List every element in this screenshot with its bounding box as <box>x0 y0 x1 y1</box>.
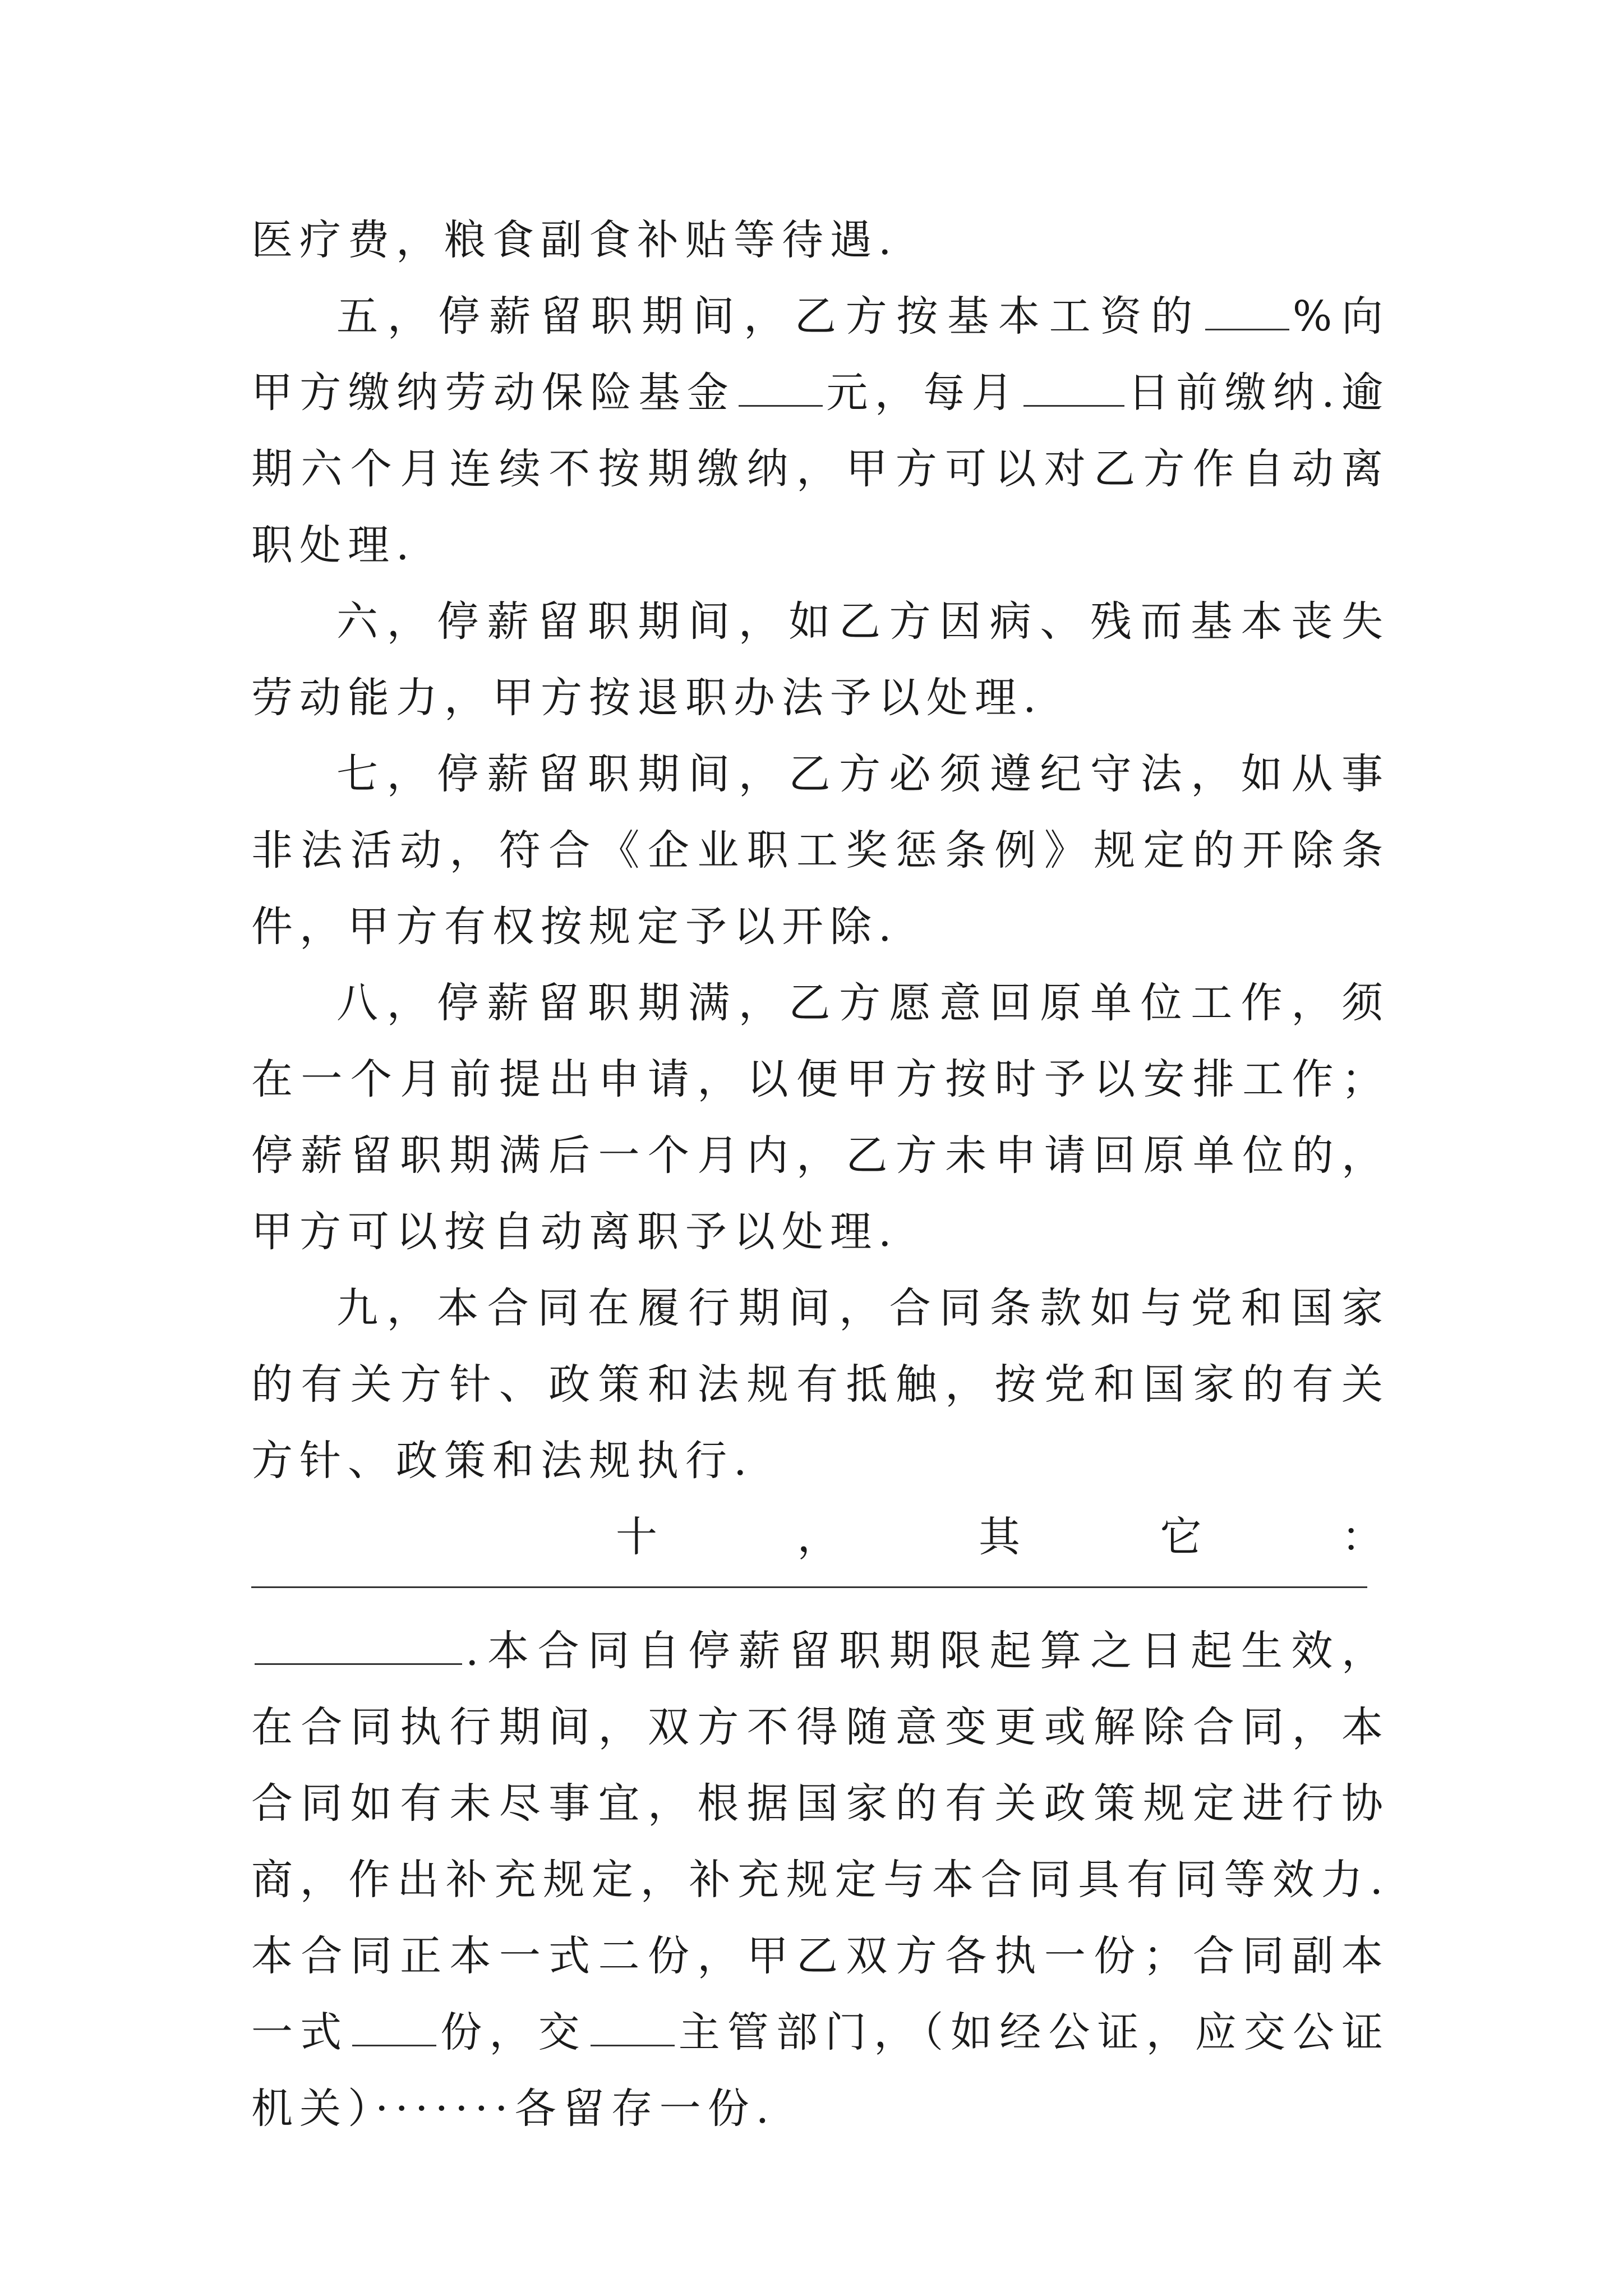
clause-11-text-b: 份，交 <box>440 2008 587 2056</box>
clause-5-text-d: 日前缴纳.逾期六个月连续不按期缴纳，甲方可以对乙方作自动离职处理. <box>251 369 1390 569</box>
clause-10-char: 十 <box>616 1513 664 1561</box>
clause-11-text-a: .本合同自停薪留职期限起算之日起生效，在合同执行期间，双方不得随意变更或解除合同，本合同如有未尽事宜，根据国家的有关政策规定进行协商，作出补充规定，补充规定与本合同具有同等效力.本合同正本一式二份，甲乙双方各执一份；合同副本一式 <box>251 1627 1390 2056</box>
paragraph-clause-8 <box>251 965 1390 1270</box>
clause-10-char: ： <box>1341 1513 1390 1561</box>
clause-10-char: 其 <box>979 1513 1027 1561</box>
paragraph-clause-5 <box>251 278 1390 583</box>
document-body <box>251 202 1390 2147</box>
clause-9-text: 九，本合同在履行期间，合同条款如与党和国家的有关方针、政策和法规有抵触，按党和国家的有关方针、政策和法规执行. <box>251 1284 1390 1485</box>
clause-11-text-c: 主管部门，（如经公证，应交公证机关）·······各留存一份. <box>251 2008 1390 2133</box>
fill-blank-copies <box>352 2005 436 2046</box>
fill-blank-other-terms <box>251 1586 1367 1588</box>
fill-blank-percent <box>1205 289 1289 330</box>
paragraph-clause-11 <box>251 1613 1390 2147</box>
paragraph-clause-6 <box>251 583 1390 736</box>
paragraph-clause-7 <box>251 736 1390 965</box>
clause-6-text: 六，停薪留职期间，如乙方因病、残而基本丧失劳动能力，甲方按退职办法予以处理. <box>251 597 1390 722</box>
clause-5-text-a: 五，停薪留职期间，乙方按基本工资的 <box>336 292 1202 341</box>
fill-blank-day <box>1023 366 1124 407</box>
paragraph-continuation <box>251 202 1390 278</box>
paragraph-text: 医疗费，粮食副食补贴等待遇. <box>251 216 898 264</box>
fill-blank-other-terms-end <box>255 1624 462 1665</box>
fill-blank-amount <box>739 366 823 407</box>
clause-10-char: ， <box>797 1513 846 1561</box>
clause-5-text-c: 元，每月 <box>826 369 1020 417</box>
clause-5-text-b: %向甲方缴纳劳动保险基金 <box>251 292 1390 417</box>
clause-10-char: 它 <box>1160 1513 1209 1561</box>
clause-8-text: 八，停薪留职期满，乙方愿意回原单位工作，须在一个月前提出申请，以便甲方按时予以安排工作；停薪留职期满后一个月内，乙方未申请回原单位的，甲方可以按自动离职予以处理. <box>251 979 1390 1256</box>
paragraph-clause-9 <box>251 1270 1390 1499</box>
clause-10-heading <box>251 1499 1390 1575</box>
clause-7-text: 七，停薪留职期间，乙方必须遵纪守法，如从事非法活动，符合《企业职工奖惩条例》规定的开除条件，甲方有权按规定予以开除. <box>251 750 1390 951</box>
fill-blank-department <box>591 2005 675 2046</box>
